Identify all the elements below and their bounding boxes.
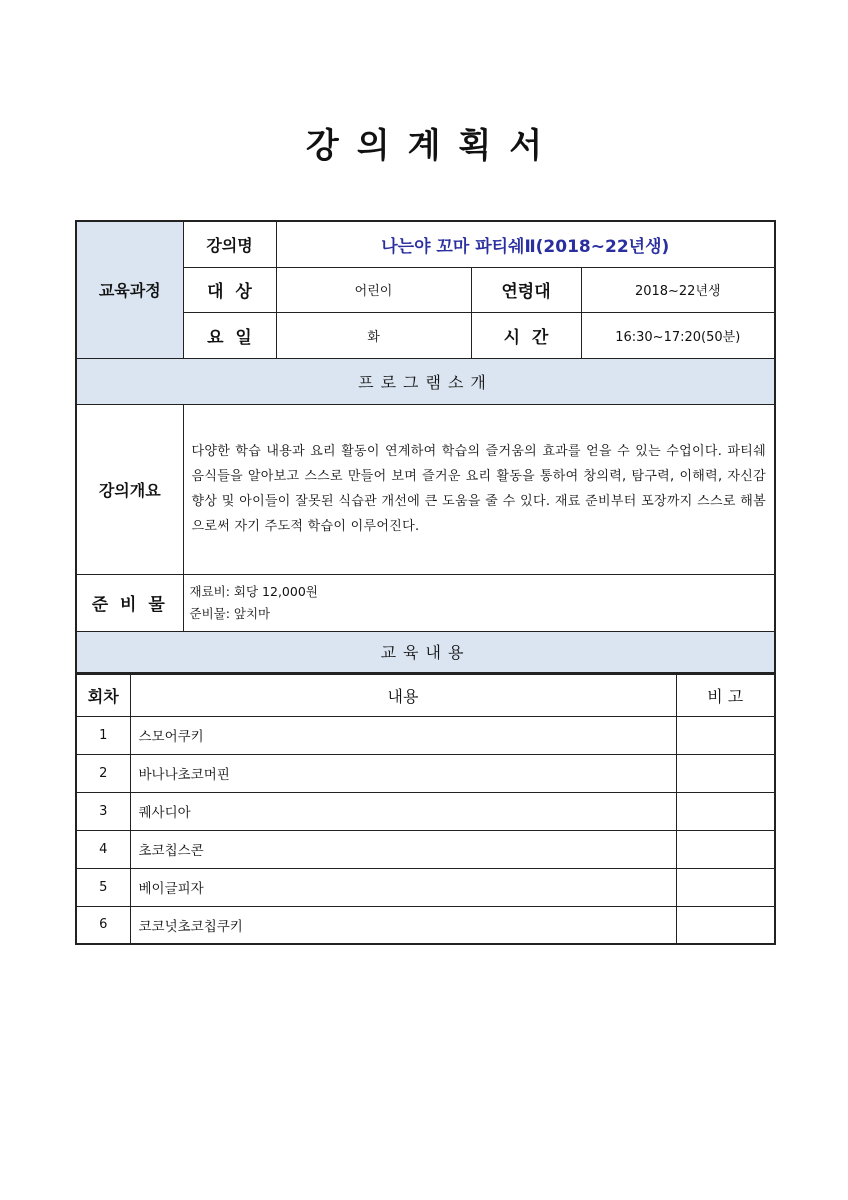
program-intro-header: 프로그램소개 bbox=[76, 358, 775, 404]
row-note bbox=[676, 792, 775, 830]
row-no: 3 bbox=[76, 792, 130, 830]
row-note bbox=[676, 716, 775, 754]
material-fee: 재료비: 회당 12,000원 bbox=[189, 583, 318, 599]
table-row bbox=[76, 868, 775, 906]
target-value: 어린이 bbox=[276, 267, 471, 312]
col-header-note: 비 고 bbox=[676, 674, 775, 716]
table-row bbox=[76, 792, 775, 830]
row-no: 1 bbox=[76, 716, 130, 754]
supplies: 준비물: 앞치마 bbox=[189, 605, 271, 621]
row-note bbox=[676, 754, 775, 792]
row-content: 초코칩스콘 bbox=[130, 830, 676, 868]
schedule-table bbox=[75, 673, 776, 945]
course-name-value: 나는야 꼬마 파티쉐Ⅱ(2018~22년생) bbox=[276, 221, 775, 267]
course-info-table bbox=[75, 220, 776, 674]
row-content: 퀘사디아 bbox=[130, 792, 676, 830]
table-row bbox=[76, 906, 775, 944]
row-content: 베이글피자 bbox=[130, 868, 676, 906]
row-note bbox=[676, 868, 775, 906]
col-header-content: 내용 bbox=[130, 674, 676, 716]
row-no: 6 bbox=[76, 906, 130, 944]
education-content-header: 교육내용 bbox=[76, 631, 775, 673]
row-content: 코코넛초코칩쿠키 bbox=[130, 906, 676, 944]
age-label: 연령대 bbox=[471, 267, 581, 312]
overview-label: 강의개요 bbox=[76, 404, 183, 574]
course-name-label: 강의명 bbox=[183, 221, 276, 267]
table-row bbox=[76, 716, 775, 754]
row-note bbox=[676, 906, 775, 944]
row-no: 2 bbox=[76, 754, 130, 792]
row-note bbox=[676, 830, 775, 868]
overview-text: 다양한 학습 내용과 요리 활동이 연계하여 학습의 즐거움의 효과를 얻을 수 있는 수업이다. 파티쉐 음식들을 알아보고 스스로 만들어 보며 즐거운 요리 활동을 통하여 창의력, 탐구력, 이해력, 자신감 향상 및 아이들이 잘못된 식습관 개선에 큰 도움을 줄 수 있다. 재료 준비부터 포장까지 스스로 해봄으로써 자기 주도적 학습이 이루어진다. bbox=[183, 404, 775, 574]
row-content: 바나나초코머핀 bbox=[130, 754, 676, 792]
page-title: 강의계획서 bbox=[305, 126, 561, 166]
age-value: 2018~22년생 bbox=[581, 267, 775, 312]
day-value: 화 bbox=[276, 312, 471, 358]
row-no: 5 bbox=[76, 868, 130, 906]
course-group-label: 교육과정 bbox=[76, 221, 183, 358]
preparation-details bbox=[183, 574, 775, 631]
time-value: 16:30~17:20(50분) bbox=[581, 312, 775, 358]
row-no: 4 bbox=[76, 830, 130, 868]
table-row bbox=[76, 830, 775, 868]
target-label: 대 상 bbox=[183, 267, 276, 312]
table-row bbox=[76, 754, 775, 792]
time-label: 시 간 bbox=[471, 312, 581, 358]
row-content: 스모어쿠키 bbox=[130, 716, 676, 754]
day-label: 요 일 bbox=[183, 312, 276, 358]
col-header-no: 회차 bbox=[76, 674, 130, 716]
preparation-label: 준 비 물 bbox=[76, 574, 183, 631]
